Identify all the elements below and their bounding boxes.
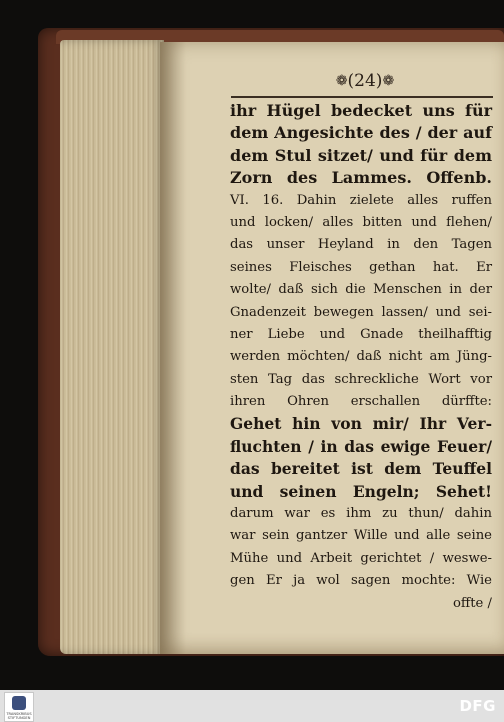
logo-caption: TRANSKRIBUS STIFTUNGEN (6, 712, 32, 720)
page-number: (24) (347, 70, 383, 91)
text-line: das bereitet ist dem Teuffel (230, 459, 492, 479)
text-line: wolte/ daß sich die Menschen in der (230, 282, 492, 298)
text-line: Gehet hin von mir/ Ihr Ver- (230, 414, 492, 434)
text-line: gen Er ja wol sagen mochte: Wie (230, 573, 492, 589)
dfg-logo[interactable]: DFG (459, 697, 496, 715)
library-logo[interactable] (4, 692, 34, 722)
page-gutter-shadow (160, 42, 186, 654)
text-line: ihren Ohren erschallen dürffte: (230, 394, 492, 410)
text-line: ihr Hügel bedecket uns für (230, 101, 492, 120)
text-line: Zorn des Lammes. Offenb. (230, 168, 492, 188)
text-line: VI. 16. Dahin zielete alles ruffen (230, 192, 492, 208)
text-line: seines Fleisches gethan hat. Er (230, 259, 492, 275)
viewer-footer (0, 690, 504, 722)
text-line: das unser Heyland in den Tagen (230, 237, 492, 253)
text-line: Mühe und Arbeit gerichtet / weswe- (230, 550, 492, 566)
page-edges (60, 40, 164, 654)
text-line: sten Tag das schreckliche Wort vor (230, 371, 492, 387)
text-line: fluchten / in das ewige Feuer/ (230, 436, 492, 456)
text-line: dem Stul sitzet/ und für dem (230, 145, 492, 165)
crest-icon (12, 696, 26, 710)
page-text (230, 100, 492, 615)
ornament-left-icon: ❁ (335, 72, 348, 89)
text-line: ner Liebe und Gnade theilhafftig (230, 326, 492, 342)
text-line: dem Angesichte des / der auf (230, 123, 492, 143)
header-rule (231, 96, 493, 98)
text-line: und locken/ alles bitten und flehen/ (230, 214, 492, 230)
text-line: offte / (452, 595, 492, 611)
text-line: war sein gantzer Wille und alle seine (230, 528, 492, 544)
text-line: werden möchten/ daß nicht am Jüng- (230, 349, 492, 365)
ornament-right-icon: ❁ (382, 72, 395, 89)
text-line: Gnadenzeit bewegen lassen/ und sei- (230, 304, 492, 320)
page-header (322, 70, 408, 92)
text-line: darum war es ihm zu thun/ dahin (230, 506, 492, 522)
text-line: und seinen Engeln; Sehet! (230, 481, 492, 501)
